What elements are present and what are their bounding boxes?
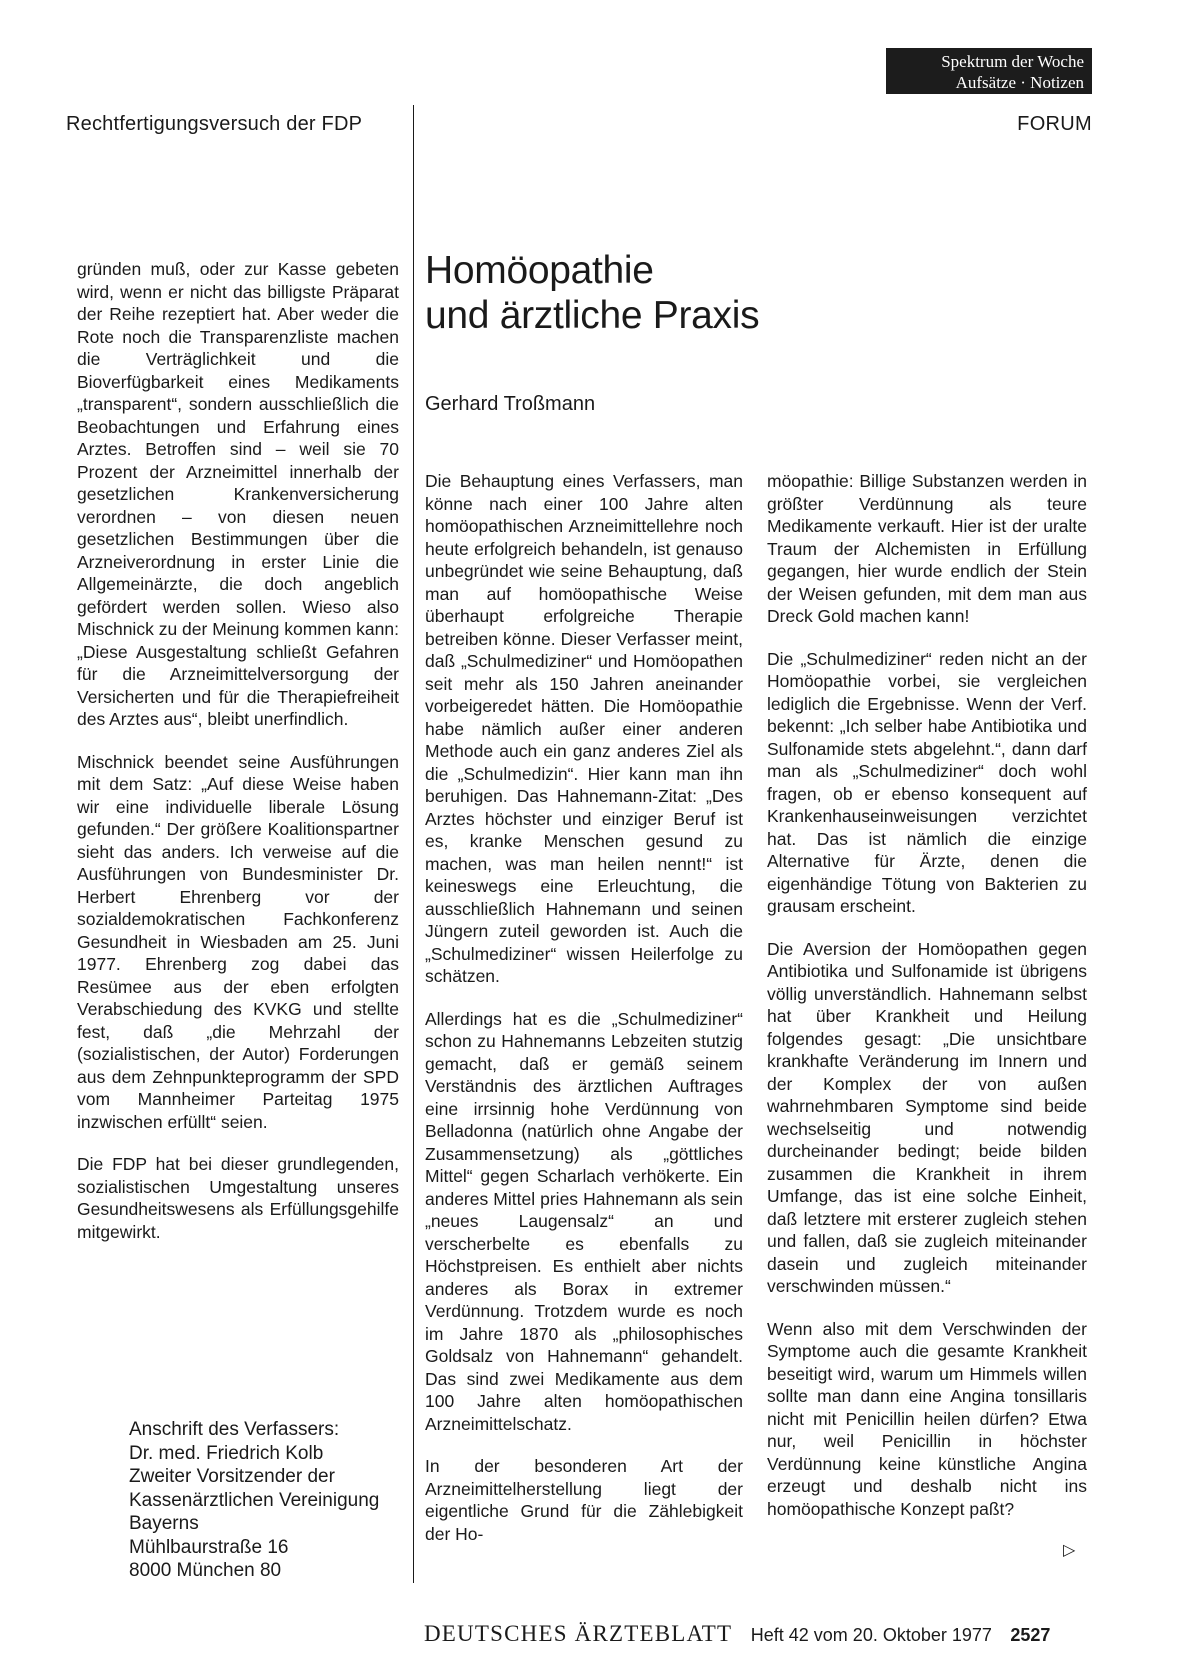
- continue-arrow-icon: ▷: [1063, 1542, 1076, 1559]
- column-divider: [413, 105, 414, 1583]
- left-paragraph-3: Die FDP hat bei dieser grundlegenden, sozialistischen Umgestaltung unseres Gesundheitswesens als Erfüllungsgehilfe mitgewirkt.: [77, 1154, 399, 1242]
- badge-line-1: Spektrum der Woche: [941, 52, 1084, 71]
- right-column: [767, 470, 1087, 1540]
- journal-name: DEUTSCHES ÄRZTEBLATT: [424, 1621, 733, 1646]
- right-paragraph-1: möopathie: Billige Substanzen werden in größter Verdünnung als teure Medikamente verkauft. Hier ist der uralte Traum der Alchemisten in Erfüllung gegangen, hier wurde endlich der Stein der Weisen gefunden, mit dem man aus Dreck Gold machen kann!: [767, 471, 1087, 626]
- address-line: Dr. med. Friedrich Kolb: [129, 1442, 324, 1464]
- right-paragraph-4: Wenn also mit dem Verschwinden der Symptome auch die gesamte Krankheit beseitigt wird, warum um Himmels willen sollte man dann eine Angina tonsillaris nicht mit Penicillin heilen dürfen? Etwa nur, weil Penicillin in höchster Verdünnung keine künstliche Angina erzeugt und deshalb nicht ins homöopathische Konzept paßt?: [767, 1318, 1087, 1519]
- article-title-line-2: und ärztliche Praxis: [425, 294, 760, 337]
- right-paragraph-2: Die „Schulmediziner“ reden nicht an der Homöopathie vorbei, sie vergleichen lediglich die Ergebnisse. Wenn der Verf. bekennt: „Ich selber habe Antibiotika und Sulfonamide stets abgelehnt.“, dann darf man als „Schulmediziner“ doch wohl fragen, ob er ebenso konsequent auf Krankenhauseinweisungen verzichtet hat. Das ist nämlich die einzige Alternative für Ärzte, denen die eigenhändige Tötung von Bakterien zu grausam erscheint.: [767, 648, 1087, 916]
- middle-paragraph-1: Die Behauptung eines Verfassers, man könne nach einer 100 Jahre alten homöopathischen Arzneimittellehre noch heute erfolgreich behandeln, ist genauso unbegründet wie seine Behauptung, daß man auf homöopathische Weise überhaupt erfolgreiche Therapie betreiben könne. Dieser Verfasser meint, daß „Schulmediziner“ und Homöopathen seit mehr als 150 Jahren aneinander vorbeigeredet hätten. Die Homöopathie habe nämlich außer einer anderen Methode auch ein ganz anderes Ziel als die „Schulmedizin“. Hier kann man ihn beruhigen. Das Hahnemann-Zitat: „Des Arztes höchster und einziger Beruf ist es, kranke Menschen gesund zu machen, was man heilen nennt!“ ist keineswegs eine Erleuchtung, die ausschließlich Hahnemann und seinen Jüngern zuteil geworden ist. Auch die „Schulmediziner“ wissen Heilerfolge zu schätzen.: [425, 471, 743, 986]
- address-line: Anschrift des Verfassers:: [129, 1419, 340, 1440]
- right-paragraph-3: Die Aversion der Homöopathen gegen Antibiotika und Sulfonamide ist übrigens völlig unverständlich. Hahnemann selbst hat über Krankheit und Heilung folgendes gesagt: „Die unsichtbare krankhafte Veränderung im Innern und der Komplex der von außen wahrnehmbaren Symptome sind beide wechselseitig und notwendig durcheinander bedingt; beide bilden zusammen die Krankheit in ihrem Umfange, das ist eine solche Einheit, daß letztere mit ersterer zugleich stehen und fallen, daß sie zugleich miteinander dasein und zugleich miteinander verschwinden müssen.“: [767, 938, 1087, 1296]
- running-head-right: FORUM: [1017, 113, 1092, 135]
- article-author: Gerhard Troßmann: [425, 393, 596, 415]
- address-line: Bayerns: [129, 1513, 199, 1534]
- middle-paragraph-2: Allerdings hat es die „Schulmediziner“ schon zu Hahnemanns Lebzeiten stutzig gemacht, daß er gemäß seinem Verständnis des ärztlichen Auftrages eine irrsinnig hohe Verdünnung von Belladonna (natürlich ohne Angabe der Zusammensetzung) als „göttliches Mittel“ gegen Scharlach verhökerte. Ein anderes Mittel pries Hahnemann als sein „neues Laugensalz“ an und verscherbelte es ebenfalls zu Höchstpreisen. Es enthielt aber nichts anderes als Borax in extremer Verdünnung. Trotzdem wurde es noch im Jahre 1870 als „philosophisches Goldsalz von Hahnemann“ gehandelt. Das sind zwei Medikamente aus dem 100 Jahre alten homöopathischen Arzneimittelschatz.: [425, 1008, 743, 1434]
- left-column: [77, 258, 399, 1263]
- section-badge: [886, 48, 1092, 94]
- page-number: 2527: [1010, 1625, 1051, 1645]
- address-line: Mühlbaurstraße 16: [129, 1536, 289, 1558]
- middle-column: [425, 470, 743, 1565]
- running-head-left: Rechtfertigungsversuch der FDP: [66, 113, 363, 135]
- badge-line-2: Aufsätze · Notizen: [955, 73, 1084, 92]
- address-line: 8000 München 80: [129, 1560, 282, 1581]
- author-address: [129, 1418, 409, 1583]
- middle-paragraph-3: In der besonderen Art der Arzneimittelherstellung liegt der eigentliche Grund für die Zählebigkeit der Ho-: [425, 1456, 743, 1544]
- article-title: [425, 248, 759, 338]
- page-footer: [424, 1621, 1050, 1647]
- left-paragraph-2: Mischnick beendet seine Ausführungen mit dem Satz: „Auf diese Weise haben wir eine individuelle liberale Lösung gefunden.“ Der größere Koalitionspartner sieht das anders. Ich verweise auf die Ausführungen von Bundesminister Dr. Herbert Ehrenberg vor der sozialdemokratischen Fachkonferenz Gesundheit in Wiesbaden am 25. Juni 1977. Ehrenberg zog dabei das Resümee aus der eben erfolgten Verabschiedung des KVKG und stellte fest, daß „die Mehrzahl der (sozialistischen, der Autor) Forderungen aus dem Zehnpunkteprogramm der SPD vom Mannheimer Parteitag 1975 inzwischen erfüllt“ seien.: [77, 751, 399, 1132]
- address-line: Kassenärztlichen Vereinigung: [129, 1489, 380, 1511]
- left-paragraph-1: gründen muß, oder zur Kasse gebeten wird, wenn er nicht das billigste Präparat der Reihe rezeptiert hat. Aber weder die Rote noch die Transparenzliste machen die Verträglichkeit und die Bioverfügbarkeit eines Medikaments „transparent“, sondern ausschließlich die Beobachtungen und Erfahrung eines Arztes. Betroffen sind – weil sie 70 Prozent der Arzneimittel innerhalb der gesetzlichen Krankenversicherung verordnen – von diesen neuen gesetzlichen Bestimmungen über die Arzneiverordnung in erster Linie die Allgemeinärzte, die doch angeblich gefördert werden sollen. Wieso also Mischnick zu der Meinung kommen kann: „Diese Ausgestaltung schließt Gefahren für die Arzneimittelversorgung der Versicherten und für die Therapiefreiheit des Arztes aus“, bleibt unerfindlich.: [77, 259, 399, 729]
- issue-info: Heft 42 vom 20. Oktober 1977: [750, 1625, 992, 1645]
- article-title-line-1: Homöopathie: [425, 249, 654, 292]
- address-line: Zweiter Vorsitzender der: [129, 1466, 335, 1487]
